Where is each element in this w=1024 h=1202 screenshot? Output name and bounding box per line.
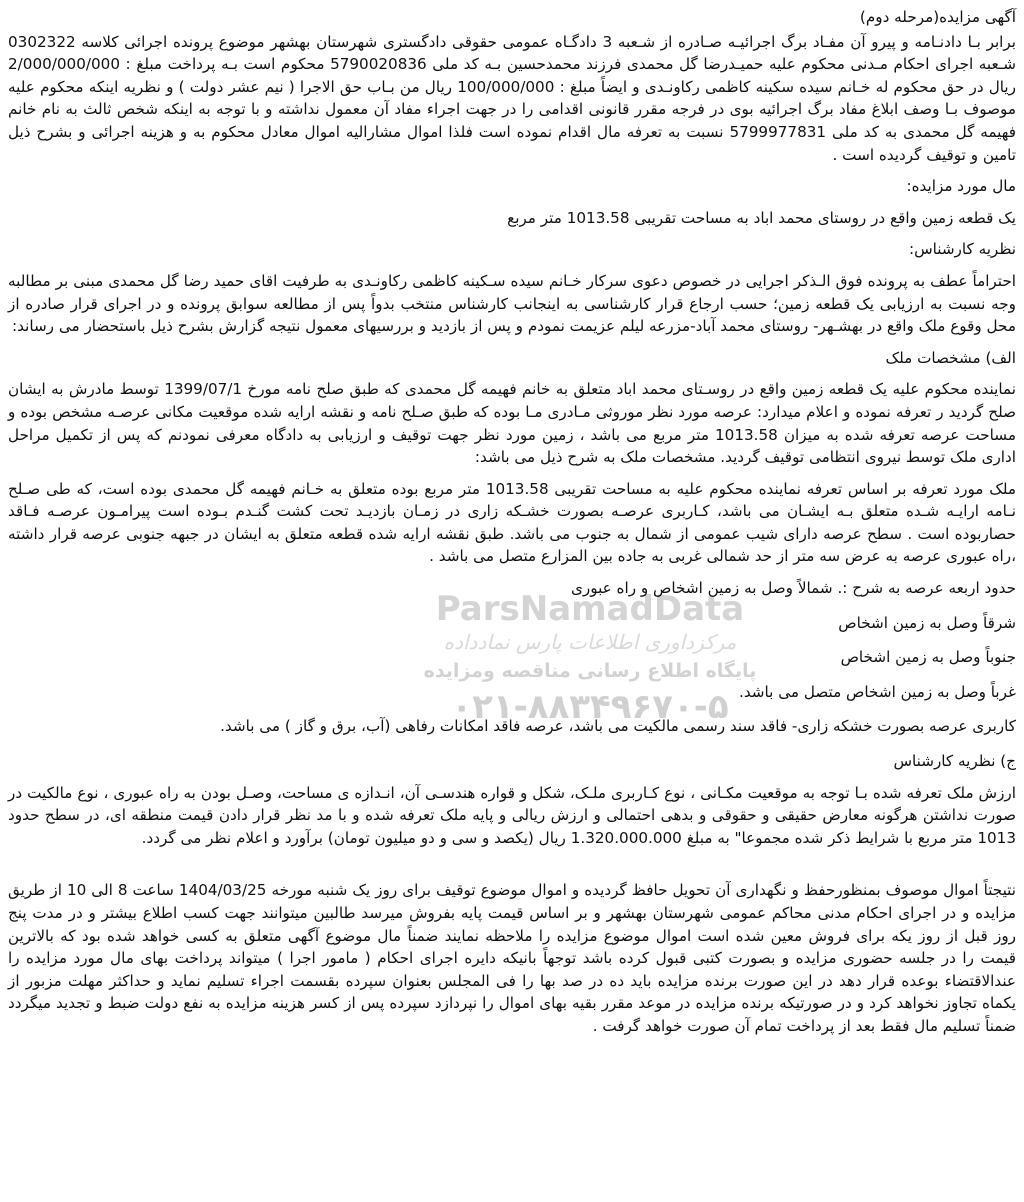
land-use: کاربری عرصه بصورت خشکه زاری- فاقد سند رسمی مالکیت می باشد، عرصه فاقد امکانات رفاهی (آب، برق و گاز ) می باشد. xyxy=(220,717,1016,736)
expert-heading: نظریه کارشناس: xyxy=(908,240,1016,259)
section-c-text: ارزش ملک تعرفه شده بـا توجه به موقعیت مکـانی ، نوع کـاربری ملـک، شکل و قواره هندسـی آن، انـدازه ی مساحت، وصـل بودن به راه عبوری ، نوع مالکیت در صورت نداشتن هرگونه معارض حقیقی و حقوقی و بدهی احتمالی و ارزش ریالی و پایه ملک تعرفه شده و با مد نظر قرار دادن قیمت منطقه ای، در سطح حدود 1013 متر مربع با شرایط ذکر شده مجموعا" به مبلغ 1.320.000.000 ریال (یکصد و سی و دو میلیون تومان) برآورد و اعلام نظر می گردد. xyxy=(8,783,1016,847)
watermark-portal: پایگاه اطلاع رسانی مناقصه ومزایده xyxy=(423,660,757,682)
conclusion-paragraph: نتیجتاً اموال موصوف بمنظورحفظ و نگهداری آن تحویل حافظ گردیده و اموال موضوع توقیف برای روز یک شنبه مورخه 1404/03/25 ساعت 8 الی 10 از طریق مزایده و در اجرای احکام مدنی محاکم عمومی شهرستان بهشهر و بر اساس قیمت پایه بفروش میرسد طالبین میتوانند جهت کسب اطلاع بیشتر و در مدت پنج روز قبل از روز یکه برای فروش معین شده است اموال موضوع مزایده را ملاحظه نمایند ضمناً مال موضوع آگهی متعلق به کسی خواهد شده بود که بالاترین قیمت را در جلسه حضوری مزایده و بصورت کتبی قبول کرده باشد توجهاً بانیکه دایره اجرای احکام ( مامور اجرا ) میتواند پرداخت بهای مال مورد مزایده را عندالاقتضاء بوعده قرار دهد در این صورت برنده مزایده باید ده در صد بها را فی المجلس بعنوان سپرده بقسمت اجراء تسلیم نماید و حداکثر مهلت مزبور از یکماه تجاوز نخواهد کرد و در صورتیکه برنده مزایده در موعد مقرر بقیه بهای اموال را نپردازد سپرده پس از کسر هزینه مزایده به نفع دولت ضبط و تجدید میگردد ضمناً تسلیم مال فقط بعد از پرداخت تمام آن صورت خواهد گرفت . xyxy=(8,881,1016,1035)
section-a-heading: الف) مشخصات ملک xyxy=(885,348,1016,367)
expert-intro: احتراماً عطف به پرونده فوق الـذکر اجرایی در خصوص دعوی سرکار خـانم سیده سـکینه کاظمی رکاونـدی به طرفیت اقای حمید رضا گل محمدی مبنی بر مطالبه وجه نسبت به ارزیابی یک قطعه زمین؛ حسب ارجاع قرار کارشناسی به اینجانب کارشناس منتخب بدواً پس از مطالعه سوابق پرونده و در اجرای قرار صادره از محل وقوع ملک واقع در بهشـهر- روستای محمد آباد-مزرعه لیلم عزیمت نمودم و پس از بازدید و بررسیهای معمول نتیجه گزارش بشرح ذیل باستحضار می رساند: xyxy=(8,271,1016,336)
intro-paragraph: برابر بـا دادنـامه و پیرو آن مفـاد برگ اجرائیـه صـادره از شـعبه 3 دادگـاه عمومی حقوقی دادگستری شهرستان بهشهر موضوع پرونده اجرائی کلاسه 0302322 شـعبه اجرای احکام مـدنی محکوم علیه حمیـدرضا گل محمدی فرزند محمدحسین بـه کد ملی 5790020836 محکوم است بـه پرداخت مبلغ : 2/000/000/000 ریال در حق محکوم له خـانم سیده سکینه کاظمی رکاونـدی و ایضاً مبلغ : 100/000/000 ریال من بـاب حق الاجرا ( نیم عشر دولت ) و نظریه اینکه محکوم علیه موصوف بـا وصف ابلاغ مفاد برگ اجرائیه بوی در فرجه مقرر قانونی اقدامی را در جهت اجراء مفاد آن معمول نداشته و با توجه به اینکه شخص ثالث به نام خانم فهیمه گل محمدی به کد ملی 5799977831 نسبت به تعرفه مال اقدام نموده است فلذا اموال مشاراليه اموال معادل محکوم به و هزینه اجرائی و بشرح ذیل تامین و توقیف گردیده است . xyxy=(8,32,1016,164)
bound-west: غرباً وصل به زمین اشخاص متصل می باشد. xyxy=(739,682,1016,701)
section-a-paragraph-1: نماینده محکوم علیه یک قطعه زمین واقع در روسـتای محمد اباد متعلق به خانم فهیمه گل محمدی که طبق صلح نامه مورخ 1399/07/1 توسط مادرش به ایشان صلح گردید ر تعرفه نموده و اعلام میدارد: عرصه مورد نظر موروثی مـادری مـا بوده که طبق صـلح نامه و نقشه ارایه شده موقعیت مکانی عرصـه مشخص بوده و مساحت عرصه تعرفه شده به میزان 1013.58 متر مربع می باشد ، زمین مورد نظر جهت توقیف و ارزیابی به دادگاه معرفی نمودنم که پس از تکمیل مراحل اداری ملک توسط نیروی انتظامی توقیف گردید. مشخصات ملک به شرح ذیل می باشد: xyxy=(8,380,1016,467)
watermark-phone: ۰۲۱-۸۸۳۴۹۶۷۰-۵ xyxy=(451,687,729,727)
bound-north: حدود اربعه عرصه به شرح :. شمالاً وصل به زمین اشخاص و راه عبوری xyxy=(571,579,1016,598)
section-a-paragraph-2: ملک مورد تعرفه بر اساس تعرفه نماینده محکوم علیه به مساحت تقریبی 1013.58 متر مربع بوده متعلق به خـانم فهیمه گل محمدی بوده است، که طی صـلح نـامه ارایـه شـده متعلق بـه ایشـان می باشد، کـاربری عرصـه بصورت خشـکه زاری در زمـان بازدیـد تحت کشت گنـدم بـوده است پیرامـون عرصـه فـاقد حصاربوده است . سطح عرصه دارای شیب عمومی از شمال به جنوب می باشد. طبق نقشه ارایه شده قطعه متعلق به ایشان در جبهه جنوبی عرصه قرار داشته ،راه عبوری عرصه به عرض سه متر از حد شمالی غربی به جاده بین المزارع متصل می باشد . xyxy=(8,479,1016,566)
section-c-heading: ج) نظریه کارشناس xyxy=(893,752,1016,771)
bound-south: جنوباً وصل به زمین اشخاص xyxy=(840,648,1016,667)
watermark-brand: ParsNamadData xyxy=(435,589,745,629)
bound-east: شرقاً وصل به زمین اشخاص xyxy=(838,613,1016,632)
notice-title: آگهی مزایده(مرحله دوم) xyxy=(859,8,1016,26)
subject-heading: مال مورد مزایده: xyxy=(906,177,1016,196)
watermark-subtitle: مرکزداوری اطلاعات پارس نمادداده xyxy=(443,630,737,654)
subject-text: یک قطعه زمین واقع در روستای محمد اباد به مساحت تقریبی 1013.58 متر مربع xyxy=(507,208,1016,227)
